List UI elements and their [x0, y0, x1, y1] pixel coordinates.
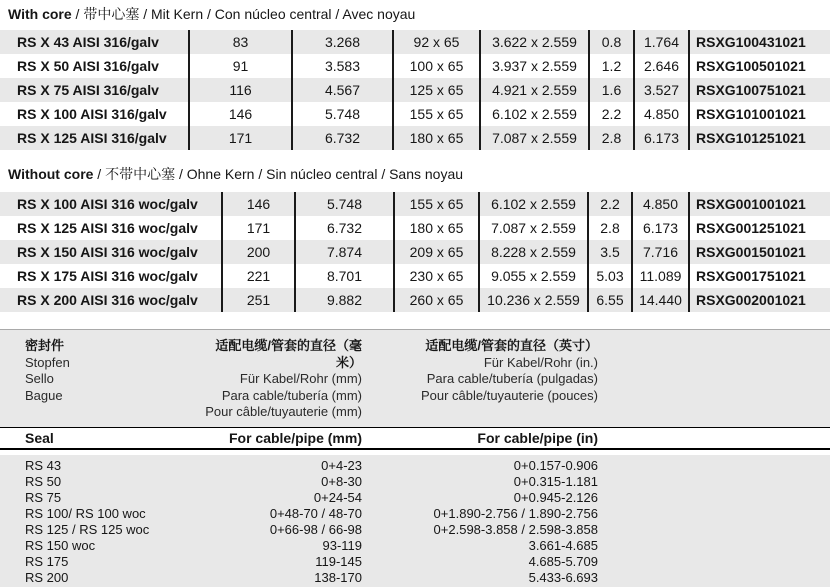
seal-name: RS 50 — [25, 473, 62, 489]
section-title-with-core — [8, 6, 830, 22]
weight-lb: 14.440 — [631, 288, 688, 312]
range-in: 0+2.598-3.858 / 2.598-3.858 — [433, 521, 598, 537]
weight-lb: 1.764 — [633, 30, 688, 54]
range-mm: 0+4-23 — [321, 457, 362, 473]
weight-kg: 3.5 — [587, 240, 631, 264]
table-row — [0, 240, 830, 264]
product-name: RS X 100 AISI 316/galv — [17, 106, 167, 122]
range-in: 4.685-5.709 — [528, 553, 598, 569]
table-row — [0, 216, 830, 240]
part-number: RSXG001001021 — [688, 192, 830, 216]
seal-row — [0, 538, 830, 554]
size-in: 6.102 x 2.559 — [479, 102, 588, 126]
seal-row — [0, 490, 830, 506]
range-mm: 0+66-98 / 66-98 — [269, 521, 362, 537]
seal-name: RS 175 — [25, 553, 69, 569]
dim-mm: 171 — [188, 126, 291, 150]
cable-in-label-fr: Pour câble/tuyauterie (pouces) — [420, 387, 598, 403]
size-mm: 180 x 65 — [393, 216, 478, 240]
weight-lb: 6.173 — [631, 216, 688, 240]
weight-lb: 11.089 — [631, 264, 688, 288]
dim-mm: 221 — [221, 264, 294, 288]
weight-lb: 4.850 — [631, 192, 688, 216]
dim-mm: 146 — [221, 192, 294, 216]
size-mm: 155 x 65 — [392, 102, 479, 126]
seal-data-block — [0, 455, 830, 587]
cable-in-label-es: Para cable/tubería (pulgadas) — [426, 371, 598, 386]
cable-in-label-de: Für Kabel/Rohr (in.) — [483, 354, 598, 370]
size-mm: 100 x 65 — [392, 54, 479, 78]
size-in: 3.622 x 2.559 — [479, 30, 588, 54]
weight-lb: 4.850 — [633, 102, 688, 126]
dim-mm: 91 — [188, 54, 291, 78]
range-mm: 138-170 — [314, 569, 362, 585]
range-in: 5.433-6.693 — [528, 569, 598, 585]
weight-kg: 2.8 — [588, 126, 633, 150]
weight-lb: 3.527 — [633, 78, 688, 102]
seal-name: RS 43 — [25, 457, 62, 473]
dim-in: 8.701 — [294, 264, 393, 288]
dim-mm: 171 — [221, 216, 294, 240]
dim-in: 6.732 — [291, 126, 392, 150]
range-mm: 93-119 — [322, 537, 362, 553]
cable-mm-label-de: Für Kabel/Rohr (mm) — [239, 371, 362, 386]
table-row — [0, 288, 830, 312]
size-in: 8.228 x 2.559 — [478, 240, 587, 264]
cable-in-header-column — [362, 338, 598, 421]
seal-name: RS 125 / RS 125 woc — [25, 521, 150, 537]
seal-header-row-en — [0, 427, 830, 450]
part-number: RSXG100431021 — [688, 30, 830, 54]
table-row — [0, 192, 830, 216]
size-in: 4.921 x 2.559 — [479, 78, 588, 102]
size-in: 7.087 x 2.559 — [479, 126, 588, 150]
product-name: RS X 125 AISI 316/galv — [17, 130, 167, 146]
weight-kg: 6.55 — [587, 288, 631, 312]
weight-kg: 0.8 — [588, 30, 633, 54]
table-row — [0, 30, 830, 54]
range-mm: 0+48-70 / 48-70 — [269, 505, 362, 521]
cable-mm-label-en: For cable/pipe (mm) — [228, 429, 362, 446]
seal-name: RS 100/ RS 100 woc — [25, 505, 146, 521]
without-core-label: Without core — [8, 166, 94, 182]
dim-mm: 200 — [221, 240, 294, 264]
dim-in: 3.583 — [291, 54, 392, 78]
table-row — [0, 126, 830, 150]
product-name: RS X 175 AISI 316 woc/galv — [17, 268, 198, 284]
size-mm: 92 x 65 — [392, 30, 479, 54]
seal-row — [0, 506, 830, 522]
dim-mm: 83 — [188, 30, 291, 54]
cable-mm-label-zh: 适配电缆/管套的直径（毫米） — [215, 338, 362, 370]
seal-label-es: Sello — [25, 371, 54, 386]
seal-name: RS 150 woc — [25, 537, 96, 553]
weight-kg: 2.2 — [588, 102, 633, 126]
with-core-label: With core — [8, 6, 72, 22]
size-in: 10.236 x 2.559 — [478, 288, 587, 312]
range-mm: 0+24-54 — [313, 489, 362, 505]
dim-in: 3.268 — [291, 30, 392, 54]
product-name: RS X 100 AISI 316 woc/galv — [17, 196, 198, 212]
dim-mm: 116 — [188, 78, 291, 102]
size-in: 3.937 x 2.559 — [479, 54, 588, 78]
section-title-without-core — [8, 166, 830, 182]
dim-in: 7.874 — [294, 240, 393, 264]
seal-table-header — [0, 329, 830, 427]
seal-label-en: Seal — [25, 429, 54, 446]
without-core-translations: / 不带中心塞 / Ohne Kern / Sin núcleo central / Sans noyau — [93, 166, 464, 182]
dim-in: 6.732 — [294, 216, 393, 240]
seal-sizing-table — [0, 329, 830, 587]
seal-label-fr: Bague — [25, 387, 63, 403]
dim-in: 4.567 — [291, 78, 392, 102]
part-number: RSXG001501021 — [688, 240, 830, 264]
size-mm: 155 x 65 — [393, 192, 478, 216]
part-number: RSXG001251021 — [688, 216, 830, 240]
range-in: 3.661-4.685 — [528, 537, 598, 553]
weight-kg: 1.2 — [588, 54, 633, 78]
seal-label-zh: 密封件 — [25, 338, 65, 353]
product-name: RS X 125 AISI 316 woc/galv — [17, 220, 198, 236]
seal-label-de: Stopfen — [25, 354, 70, 370]
part-number: RSXG002001021 — [688, 288, 830, 312]
dim-in: 5.748 — [291, 102, 392, 126]
seal-row — [0, 458, 830, 474]
cable-in-label-zh: 适配电缆/管套的直径（英寸） — [425, 338, 598, 353]
table-row — [0, 78, 830, 102]
seal-row — [0, 474, 830, 490]
product-name: RS X 43 AISI 316/galv — [17, 34, 159, 50]
range-mm: 0+8-30 — [321, 473, 362, 489]
weight-lb: 2.646 — [633, 54, 688, 78]
product-name: RS X 150 AISI 316 woc/galv — [17, 244, 198, 260]
weight-kg: 2.8 — [587, 216, 631, 240]
range-in: 0+0.315-1.181 — [513, 473, 598, 489]
dim-in: 5.748 — [294, 192, 393, 216]
product-name: RS X 75 AISI 316/galv — [17, 82, 159, 98]
part-number: RSXG100751021 — [688, 78, 830, 102]
table-row — [0, 264, 830, 288]
seal-row — [0, 554, 830, 570]
size-in: 7.087 x 2.559 — [478, 216, 587, 240]
cable-in-label-en: For cable/pipe (in) — [477, 429, 598, 446]
without-core-table — [0, 192, 830, 312]
size-in: 6.102 x 2.559 — [478, 192, 587, 216]
range-in: 0+0.157-0.906 — [513, 457, 598, 473]
seal-name: RS 75 — [25, 489, 62, 505]
with-core-table — [0, 30, 830, 150]
weight-lb: 6.173 — [633, 126, 688, 150]
cable-mm-label-es: Para cable/tubería (mm) — [221, 387, 362, 403]
size-mm: 230 x 65 — [393, 264, 478, 288]
dim-mm: 251 — [221, 288, 294, 312]
weight-kg: 2.2 — [587, 192, 631, 216]
part-number: RSXG001751021 — [688, 264, 830, 288]
range-in: 0+0.945-2.126 — [513, 489, 598, 505]
product-name: RS X 200 AISI 316 woc/galv — [17, 292, 198, 308]
with-core-translations: / 带中心塞 / Mit Kern / Con núcleo central / Avec noyau — [71, 6, 416, 22]
dim-mm: 146 — [188, 102, 291, 126]
table-row — [0, 54, 830, 78]
range-in: 0+1.890-2.756 / 1.890-2.756 — [433, 505, 598, 521]
part-number: RSXG101251021 — [688, 126, 830, 150]
seal-row — [0, 522, 830, 538]
size-mm: 209 x 65 — [393, 240, 478, 264]
seal-header-column — [0, 338, 205, 421]
weight-lb: 7.716 — [631, 240, 688, 264]
part-number: RSXG100501021 — [688, 54, 830, 78]
range-mm: 119-145 — [315, 553, 362, 569]
seal-name: RS 200 — [25, 569, 69, 585]
table-row — [0, 102, 830, 126]
cable-mm-label-fr: Pour câble/tuyauterie (mm) — [205, 404, 362, 419]
weight-kg: 1.6 — [588, 78, 633, 102]
part-number: RSXG101001021 — [688, 102, 830, 126]
cable-mm-header-column — [205, 338, 362, 421]
seal-row — [0, 570, 830, 586]
size-mm: 125 x 65 — [392, 78, 479, 102]
size-mm: 260 x 65 — [393, 288, 478, 312]
dim-in: 9.882 — [294, 288, 393, 312]
weight-kg: 5.03 — [587, 264, 631, 288]
size-mm: 180 x 65 — [392, 126, 479, 150]
size-in: 9.055 x 2.559 — [478, 264, 587, 288]
product-name: RS X 50 AISI 316/galv — [17, 58, 159, 74]
